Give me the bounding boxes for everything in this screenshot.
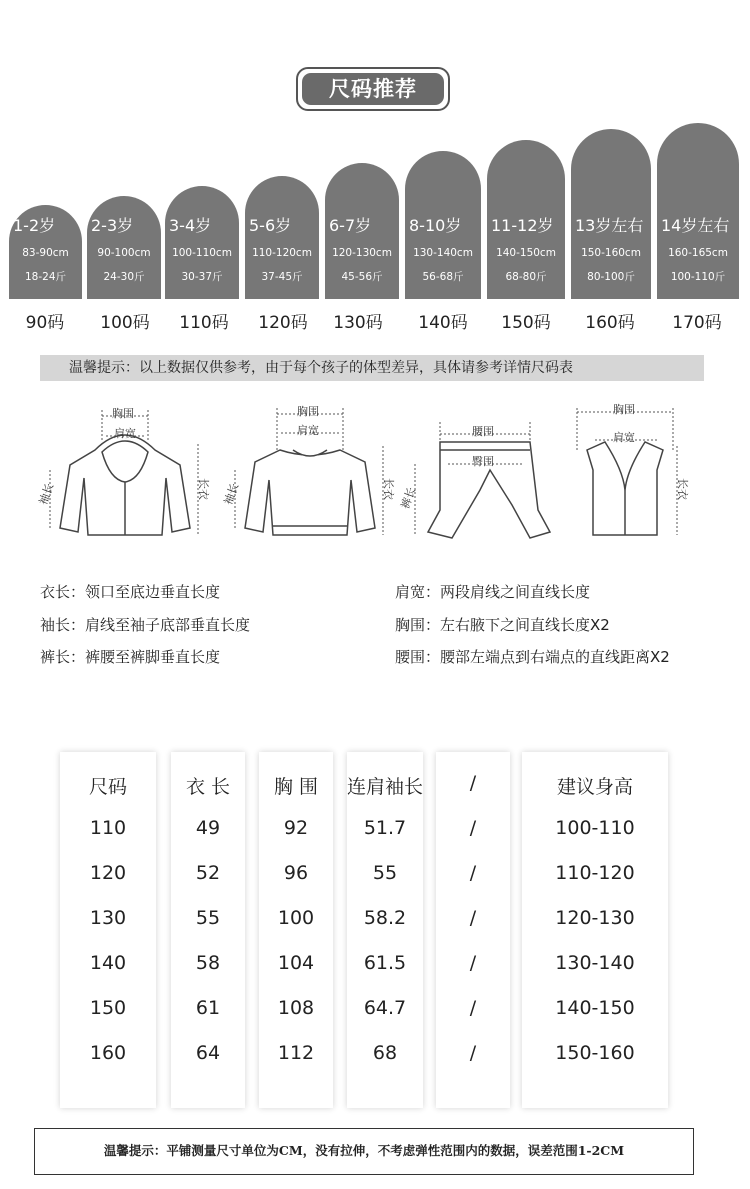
svg-text:腰围: 腰围 bbox=[472, 425, 494, 438]
svg-text:肩宽: 肩宽 bbox=[114, 427, 136, 440]
table-cell: / bbox=[469, 1042, 477, 1064]
page-title: 尺码推荐 bbox=[302, 73, 444, 105]
weight-range: 56-68斤 bbox=[422, 271, 464, 283]
table-cell: 150 bbox=[89, 997, 127, 1019]
age-band bbox=[405, 151, 481, 299]
table-column bbox=[60, 752, 156, 1108]
age-band bbox=[165, 186, 239, 299]
table-cell: / bbox=[469, 952, 477, 974]
vest-icon bbox=[540, 400, 710, 550]
table-cell: 92 bbox=[283, 817, 309, 839]
age-band bbox=[9, 205, 82, 299]
table-cell: 55 bbox=[195, 907, 221, 929]
svg-text:胸围: 胸围 bbox=[297, 405, 319, 418]
age-band bbox=[87, 196, 161, 299]
weight-range: 18-24斤 bbox=[24, 271, 66, 283]
table-cell: 51.7 bbox=[363, 817, 407, 839]
size-label: 120码 bbox=[258, 313, 308, 333]
age-band bbox=[657, 123, 739, 299]
svg-text:长衣: 长衣 bbox=[382, 478, 395, 500]
table-header: 连肩袖长 bbox=[347, 776, 424, 798]
definition-item: 腰围：腰部左端点到右端点的直线距离X2 bbox=[395, 648, 670, 666]
table-cell: 104 bbox=[277, 952, 315, 974]
svg-text:肩宽: 肩宽 bbox=[297, 424, 319, 437]
table-cell: 110-120 bbox=[555, 862, 635, 884]
age-label: 13岁左右 bbox=[575, 216, 644, 235]
tip-bar: 温馨提示：以上数据仅供参考，由于每个孩子的体型差异，具体请参考详情尺码表 bbox=[40, 355, 704, 381]
weight-range: 80-100斤 bbox=[587, 271, 635, 283]
sweater-icon bbox=[221, 400, 395, 550]
table-cell: 120 bbox=[89, 862, 127, 884]
age-label: 2-3岁 bbox=[91, 216, 134, 235]
age-label: 3-4岁 bbox=[169, 216, 212, 235]
table-header: 胸 围 bbox=[273, 776, 319, 798]
svg-text:胸围: 胸围 bbox=[112, 407, 134, 420]
table-cell: 52 bbox=[195, 862, 221, 884]
table-cell: 160 bbox=[89, 1042, 127, 1064]
height-range: 90-100cm bbox=[97, 247, 151, 259]
table-cell: 61.5 bbox=[363, 952, 407, 974]
table-column bbox=[259, 752, 333, 1108]
table-cell: 58 bbox=[195, 952, 221, 974]
table-cell: / bbox=[469, 862, 477, 884]
age-label: 8-10岁 bbox=[409, 216, 462, 235]
age-band bbox=[487, 140, 565, 299]
svg-text:肩宽: 肩宽 bbox=[613, 431, 635, 444]
table-cell: / bbox=[469, 817, 477, 839]
svg-text:长衣: 长衣 bbox=[197, 478, 210, 500]
definition-item: 裤长：裤腰至裤脚垂直长度 bbox=[40, 648, 221, 666]
table-cell: 64.7 bbox=[363, 997, 407, 1019]
height-range: 83-90cm bbox=[22, 247, 69, 259]
age-band bbox=[571, 129, 651, 299]
weight-range: 100-110斤 bbox=[670, 271, 726, 283]
size-label: 140码 bbox=[418, 313, 468, 333]
table-cell: 108 bbox=[277, 997, 315, 1019]
title-badge bbox=[296, 67, 450, 111]
age-band bbox=[245, 176, 319, 299]
table-column bbox=[436, 752, 510, 1108]
jacket-icon bbox=[36, 400, 210, 550]
table-cell: 100 bbox=[277, 907, 315, 929]
sweater-diagram bbox=[221, 400, 395, 550]
table-header: 尺码 bbox=[88, 776, 127, 798]
definition-item: 袖长：肩线至袖子底部垂直长度 bbox=[40, 616, 251, 634]
age-label: 14岁左右 bbox=[661, 216, 730, 235]
weight-range: 37-45斤 bbox=[261, 271, 303, 283]
table-cell: 140-150 bbox=[555, 997, 635, 1019]
table-cell: 64 bbox=[195, 1042, 221, 1064]
height-range: 100-110cm bbox=[172, 247, 232, 259]
table-column bbox=[171, 752, 245, 1108]
table-cell: 110 bbox=[89, 817, 127, 839]
height-range: 160-165cm bbox=[668, 247, 728, 259]
svg-text:袖长: 袖长 bbox=[221, 481, 242, 507]
age-label: 11-12岁 bbox=[491, 216, 554, 235]
jacket-diagram bbox=[36, 400, 210, 550]
svg-text:长衣: 长衣 bbox=[676, 478, 689, 500]
table-cell: 130-140 bbox=[555, 952, 635, 974]
table-header: / bbox=[469, 772, 477, 794]
weight-range: 68-80斤 bbox=[505, 271, 547, 283]
weight-range: 24-30斤 bbox=[103, 271, 145, 283]
svg-text:臀围: 臀围 bbox=[472, 455, 494, 468]
size-label: 110码 bbox=[179, 313, 229, 333]
table-cell: 96 bbox=[283, 862, 309, 884]
table-cell: 61 bbox=[195, 997, 221, 1019]
svg-text:袖长: 袖长 bbox=[36, 481, 57, 507]
table-cell: 140 bbox=[89, 952, 127, 974]
table-cell: 112 bbox=[277, 1042, 315, 1064]
table-column bbox=[347, 752, 423, 1108]
table-cell: / bbox=[469, 907, 477, 929]
table-cell: 68 bbox=[372, 1042, 398, 1064]
definition-item: 肩宽：两段肩线之间直线长度 bbox=[395, 583, 591, 601]
size-label: 130码 bbox=[333, 313, 383, 333]
age-band bbox=[325, 163, 399, 299]
table-cell: 49 bbox=[195, 817, 221, 839]
height-range: 130-140cm bbox=[413, 247, 473, 259]
age-label: 5-6岁 bbox=[249, 216, 292, 235]
table-cell: 100-110 bbox=[555, 817, 635, 839]
height-range: 140-150cm bbox=[496, 247, 556, 259]
table-cell: / bbox=[469, 997, 477, 1019]
age-label: 6-7岁 bbox=[329, 216, 372, 235]
vest-diagram bbox=[540, 400, 710, 550]
definition-item: 胸围：左右腋下之间直线长度X2 bbox=[395, 616, 610, 634]
bottom-note: 温馨提示：平铺测量尺寸单位为CM，没有拉伸，不考虑弹性范围内的数据，误差范围1-2CM bbox=[34, 1128, 694, 1175]
age-label: 1-2岁 bbox=[13, 216, 56, 235]
table-cell: 130 bbox=[89, 907, 127, 929]
table-cell: 55 bbox=[372, 862, 398, 884]
svg-text:裤长: 裤长 bbox=[398, 485, 419, 511]
table-cell: 120-130 bbox=[555, 907, 635, 929]
svg-text:胸围: 胸围 bbox=[613, 403, 635, 416]
weight-range: 45-56斤 bbox=[341, 271, 383, 283]
table-cell: 58.2 bbox=[363, 907, 407, 929]
table-cell: 150-160 bbox=[555, 1042, 635, 1064]
height-range: 150-160cm bbox=[581, 247, 641, 259]
weight-range: 30-37斤 bbox=[181, 271, 223, 283]
size-label: 150码 bbox=[501, 313, 551, 333]
size-label: 170码 bbox=[672, 313, 722, 333]
size-label: 160码 bbox=[585, 313, 635, 333]
height-range: 110-120cm bbox=[252, 247, 312, 259]
table-header: 建议身高 bbox=[556, 776, 633, 798]
table-header: 衣 长 bbox=[185, 776, 231, 798]
size-label: 100码 bbox=[100, 313, 150, 333]
height-range: 120-130cm bbox=[332, 247, 392, 259]
size-label: 90码 bbox=[25, 313, 65, 333]
table-column bbox=[522, 752, 668, 1108]
definition-item: 衣长：领口至底边垂直长度 bbox=[40, 583, 221, 601]
